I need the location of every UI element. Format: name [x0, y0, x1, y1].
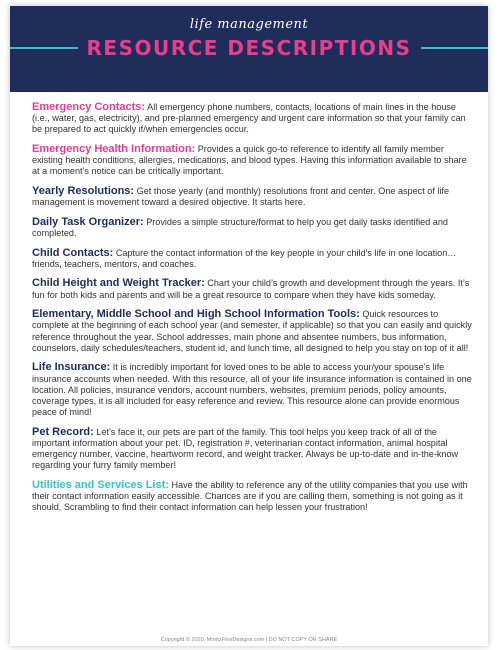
resource-label: Utilities and Services List: [32, 479, 169, 491]
resource-item [32, 186, 472, 208]
resource-item [32, 248, 472, 270]
resource-list [10, 92, 488, 514]
resource-description: Have the ability to reference any of the utility companies that you use with their contact information easily accessible. Chances are if you are calling them, something is not going as it should. Scrambling to find their contact information can help lessen your frustration! [32, 480, 468, 513]
resource-description: Provides a simple structure/format to help you get daily tasks identified and completed. [32, 216, 448, 238]
resource-description: Chart your child’s growth and development through the years. It’s fun for both kids and parents and will be a great resource to compare when they have kids someday. [32, 278, 470, 300]
resource-item [32, 309, 472, 354]
resource-label: Emergency Health Information: [32, 143, 196, 155]
resource-item [32, 480, 472, 514]
title-row [10, 36, 488, 60]
resource-label: Child Contacts: [32, 246, 114, 259]
resource-item [32, 362, 472, 418]
resource-description: Capture the contact information of the key people in your child’s life in one location…friends, teachers, mentors, and coaches. [32, 247, 457, 269]
resource-label: Child Height and Weight Tracker: [32, 277, 205, 290]
resource-label: Elementary, Middle School and High School Information Tools: [32, 308, 360, 321]
resource-item [32, 278, 472, 300]
copyright-footer: Copyright © 2020, MoritzFineDesigns.com | DO NOT COPY OR SHARE [160, 637, 338, 643]
resource-label: Daily Task Organizer: [32, 215, 144, 228]
resource-item [32, 217, 472, 239]
resource-description: Get those yearly (and monthly) resolutions front and center. One aspect of life management is movement toward a desired objective. It starts here. [32, 186, 450, 208]
resource-item [32, 102, 472, 136]
page-header [10, 6, 488, 92]
resource-label: Pet Record: [32, 425, 94, 438]
document-page [10, 6, 488, 646]
title-right-rule [421, 47, 489, 49]
resource-description: Quick resources to complete at the beginning of each school year (and semester, if applicable) so that you can easily and quickly reference throughout the year. School addresses, main phone and absentee numbers, bus information, counselors, daily schedules/teachers, student id, and lunch time, all designed to help you stay on top of it all! [32, 309, 472, 353]
resource-description: It is incredibly important for loved ones to be able to access your/your spouse’s life insurance accounts when needed. With this resource, all of your life insurance information is contained in one location. All policies, insurance vendors, account numbers, websites, premium periods, policy amounts, coverage types, it is all included for easy reference and review. This resource alone can provide enormous peace of mind! [32, 362, 472, 418]
resource-description: Provides a quick go-to reference to identify all family member existing health conditions, allergies, medications, and blood types. Having this information available to share at a moment’s notice can be critically important. [32, 144, 467, 177]
page-title: RESOURCE DESCRIPTIONS [86, 36, 412, 60]
resource-description: All emergency phone numbers, contacts, locations of main lines in the house (i.e., water, gas, electricity), and pre-planned emergency and urgent care information so that your family can be prepared to act quickly if/when emergencies occur. [32, 102, 466, 135]
resource-description: Let’s face it, our pets are part of the family. This tool helps you keep track of all of the important information about your pet. ID, registration #, veterinarian contact information, animal hospital emergency number, vaccine, heartworm record, and weight tracker. Always be up-to-date and in-the-know regarding your furry family member! [32, 426, 459, 471]
resource-label: Life Insurance: [32, 361, 111, 374]
resource-item [32, 427, 472, 472]
title-left-rule [10, 47, 78, 49]
resource-item [32, 144, 472, 178]
resource-label: Emergency Contacts: [32, 101, 146, 113]
script-subtitle: life management [189, 17, 309, 32]
resource-label: Yearly Resolutions: [32, 185, 135, 197]
